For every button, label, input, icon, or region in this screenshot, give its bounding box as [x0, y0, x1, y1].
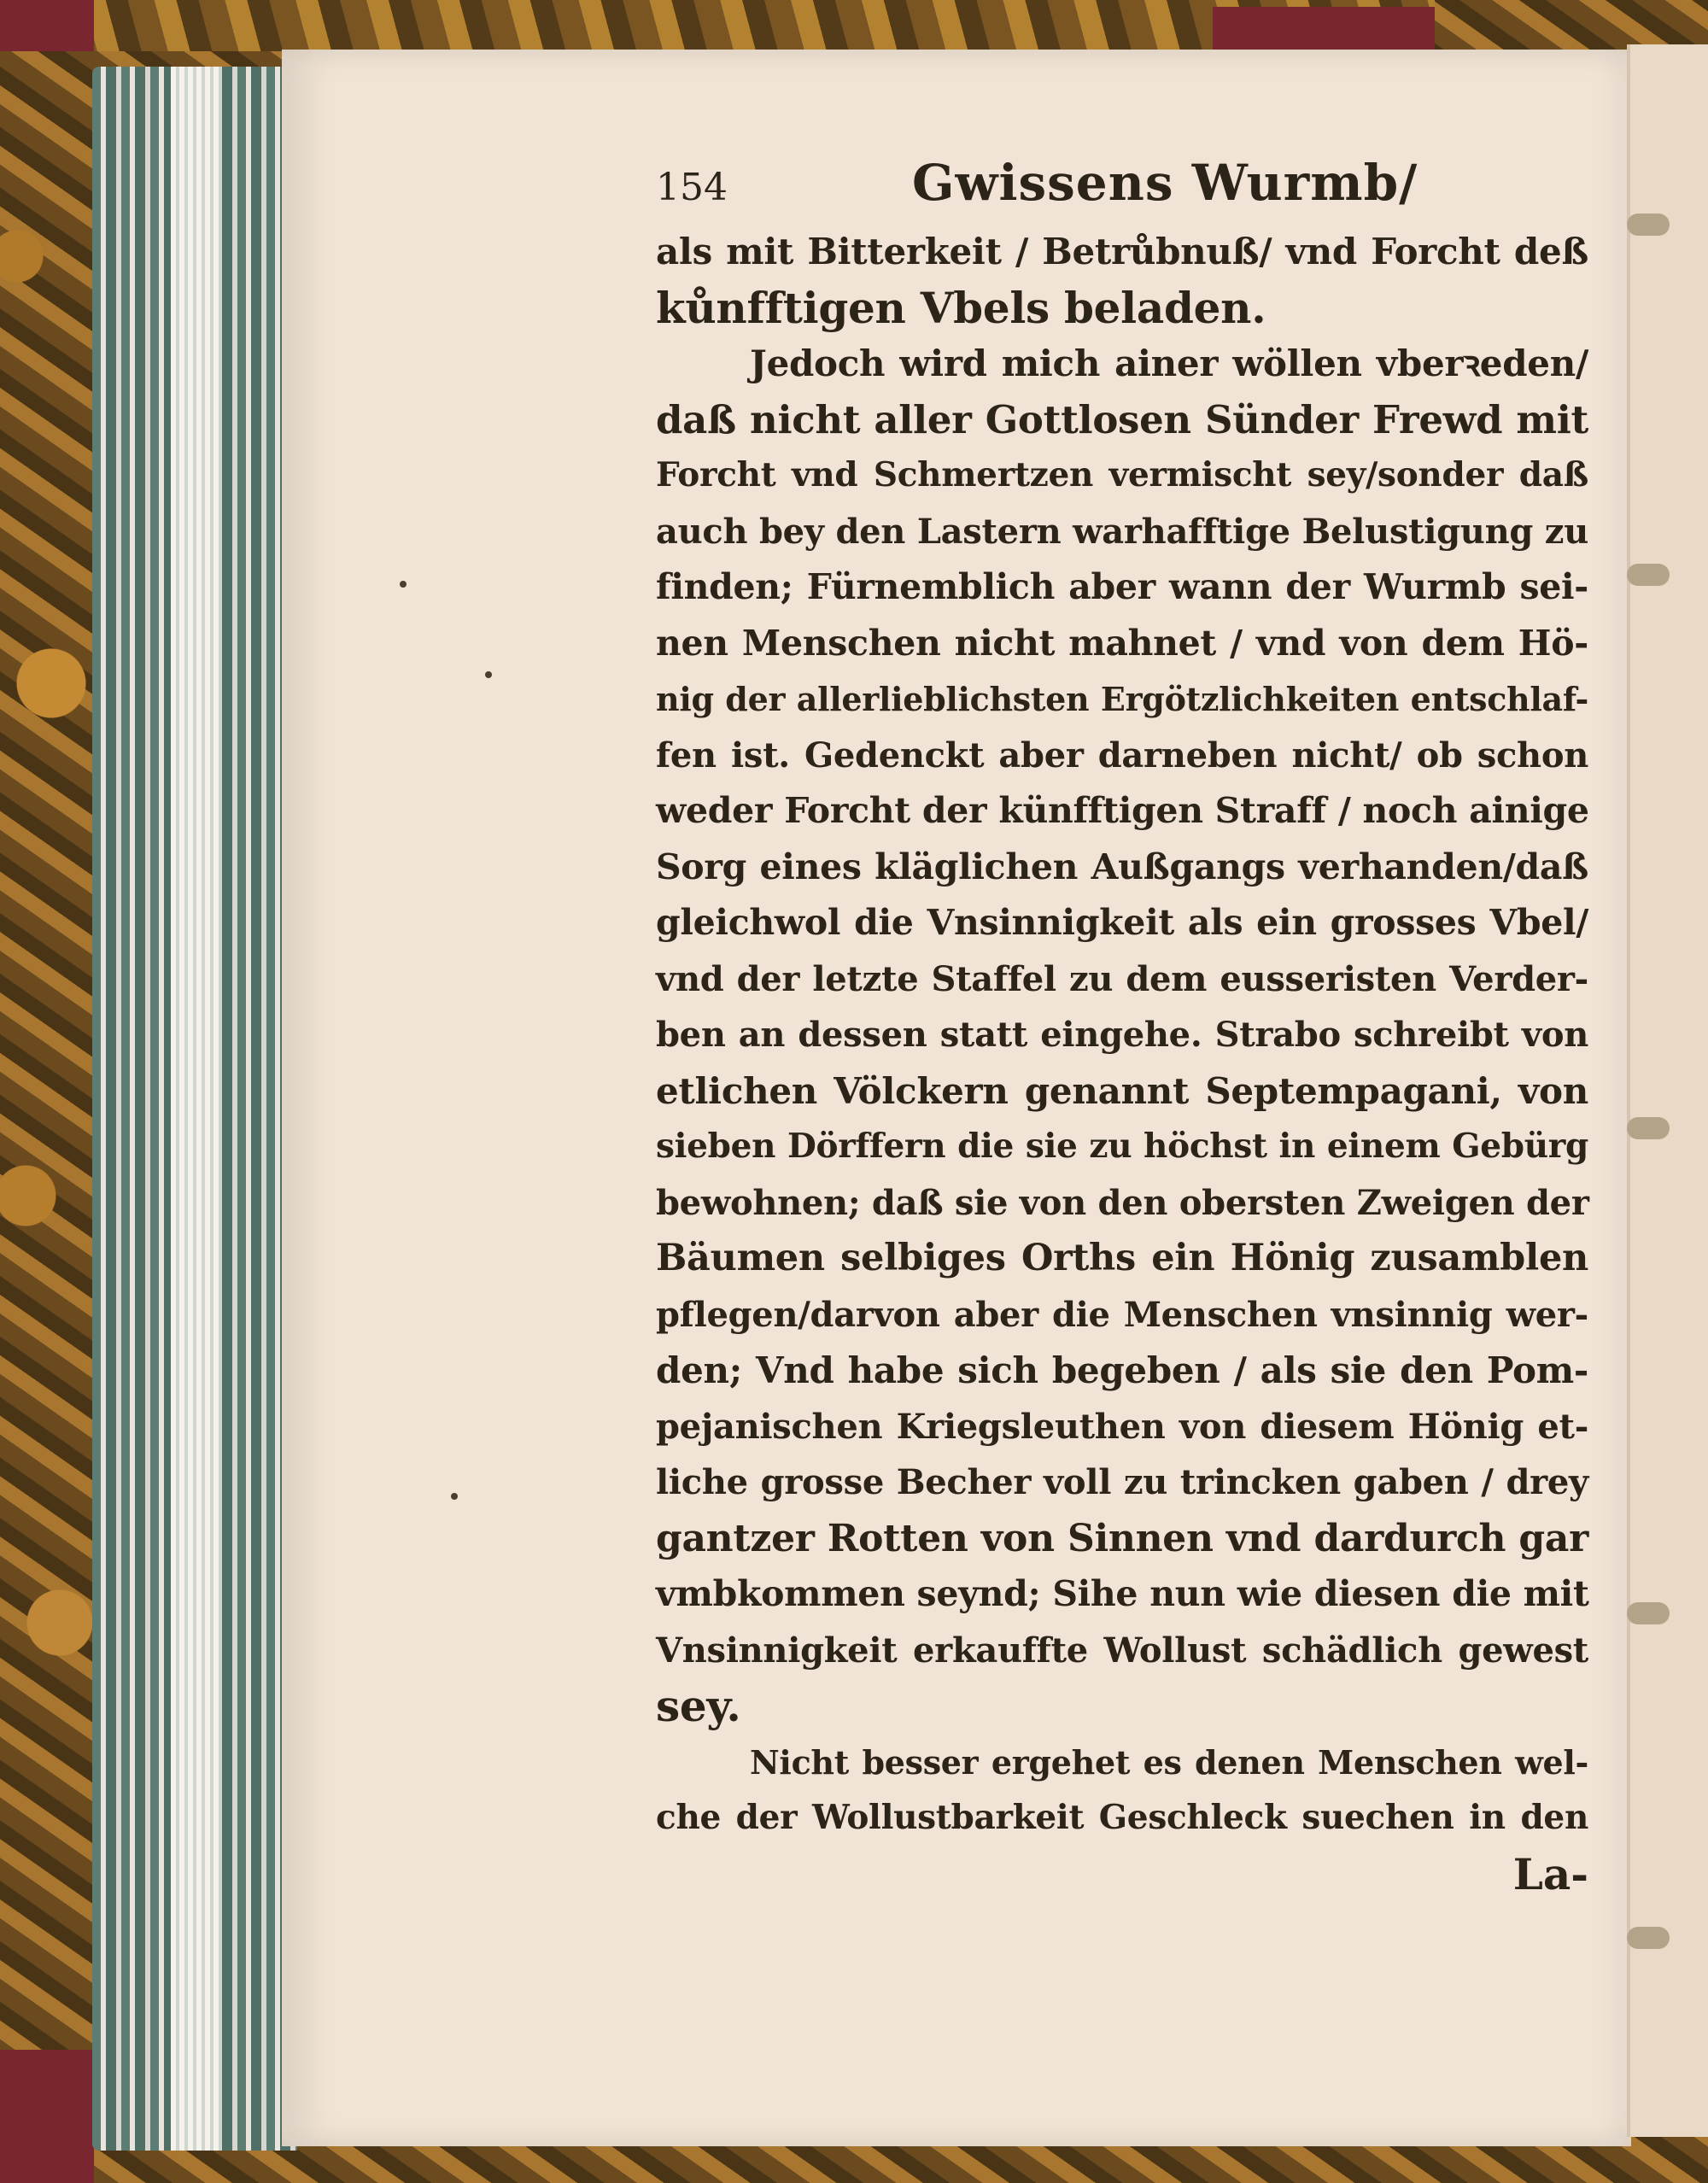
text-line: etlichen Völckern genannt Septempagani, von: [656, 1069, 1588, 1112]
page-number: 154: [656, 166, 728, 209]
text-line: als mit Bitterkeit / Betrůbnuß/ vnd Forcht deß: [656, 231, 1588, 272]
text-line: fen ist. Gedenckt aber darneben nicht/ ob schon: [656, 734, 1588, 775]
text-line: bewohnen; daß sie von den obersten Zweigen der: [656, 1182, 1589, 1223]
binding-thread: [1627, 214, 1670, 236]
text-line: vmbkommen seynd; Sihe nun wie diesen die mit: [656, 1573, 1589, 1614]
text-line: daß nicht aller Gottlosen Sünder Frewd mit: [656, 396, 1588, 442]
text-line: ben an dessen statt eingehe. Strabo schreibt von: [656, 1015, 1588, 1055]
text-line: nig der allerlieblichsten Ergötzlichkeiten entschlaf-: [656, 680, 1588, 718]
text-line: gleichwol die Vnsinnigkeit als ein grosses Vbel/: [656, 902, 1588, 943]
text-line: den; Vnd habe sich begeben / als sie den Pom-: [656, 1349, 1588, 1391]
page-edges-highlight: [171, 67, 222, 2151]
binding-thread: [1627, 564, 1670, 586]
text-line: auch bey den Lastern warhafftige Belustigung zu: [656, 511, 1588, 552]
page-speck: [451, 1493, 458, 1500]
text-line: gantzer Rotten von Sinnen vnd dardurch gar: [656, 1516, 1588, 1560]
text-line: Sorg eines kläglichen Außgangs verhanden/daß: [656, 846, 1588, 887]
text-line: Jedoch wird mich ainer wöllen vberꝛeden/: [750, 342, 1588, 384]
text-line: pejanischen Kriegsleuthen von diesem Hönig et-: [656, 1406, 1588, 1447]
text-line: finden; Fürnemblich aber wann der Wurmb sei-: [656, 566, 1588, 607]
text-line: nen Menschen nicht mahnet / vnd von dem Hö-: [656, 622, 1588, 664]
catchword: La-: [1512, 1848, 1588, 1899]
body-text: [656, 224, 1588, 1846]
binding-thread: [1627, 1927, 1670, 1949]
leather-corner-bottom: [0, 2050, 94, 2183]
text-line: liche grosse Becher voll zu trincken gaben / drey: [656, 1462, 1588, 1502]
page-text-block: [656, 154, 1588, 1902]
text-line: sieben Dörffern die sie zu höchst in einem Gebürg: [656, 1127, 1588, 1166]
text-line: pflegen/darvon aber die Menschen vnsinnig wer-: [656, 1294, 1588, 1335]
text-line: Forcht vnd Schmertzen vermischt sey/sonder daß: [656, 455, 1588, 495]
text-line: Bäumen selbiges Orths ein Hönig zusamblen: [656, 1237, 1588, 1279]
leather-corner-top: [0, 0, 94, 51]
text-line: Vnsinnigkeit erkauffte Wollust schädlich gewest: [656, 1630, 1588, 1671]
binding-thread: [1627, 1602, 1670, 1624]
text-line: weder Forcht der künfftigen Straff / noch ainige: [656, 790, 1589, 831]
page-header: [656, 154, 1588, 224]
page-speck: [485, 671, 492, 678]
facing-page-edge: [1627, 44, 1708, 2137]
text-line: kůnfftigen Vbels beladen.: [656, 282, 1266, 333]
text-line: vnd der letzte Staffel zu dem eusseristen Verder-: [656, 958, 1588, 999]
binding-thread: [1627, 1117, 1670, 1139]
page-speck: [400, 581, 407, 588]
text-line: sey.: [656, 1681, 741, 1731]
text-line: Nicht besser ergehet es denen Menschen wel-: [750, 1742, 1588, 1782]
leather-spine-top: [1213, 7, 1435, 51]
running-head: Gwissens Wurmb/: [912, 154, 1418, 212]
text-line: che der Wollustbarkeit Geschleck suechen in den: [656, 1798, 1588, 1837]
